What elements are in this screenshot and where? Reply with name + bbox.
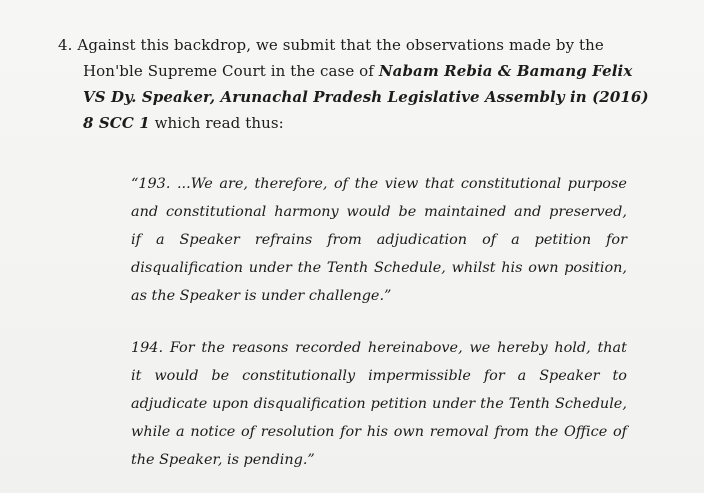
paragraph-line-1 [58, 32, 658, 58]
paragraph-line-4 [58, 110, 658, 136]
citation: 8 SCC 1 [83, 114, 150, 132]
quote-193-line: disqualification under the Tenth Schedule, whilst his own position, [131, 260, 627, 276]
paragraph-4 [58, 32, 658, 136]
quote-193-line: and constitutional harmony would be maintained and preserved, [131, 204, 627, 220]
paragraph-text-4: which read thus: [149, 114, 284, 132]
quote-194-line: it would be constitutionally impermissible for a Speaker to [131, 368, 627, 384]
quote-194-line: 194. For the reasons recorded hereinabove, we hereby hold, that [131, 340, 627, 356]
paragraph-line-2 [58, 58, 658, 84]
paragraph-line-3 [58, 84, 658, 110]
paragraph-text-1: Against this backdrop, we submit that the observations made by the [77, 36, 604, 54]
paragraph-text-2: Hon'ble Supreme Court in the case of [83, 62, 379, 80]
case-name-part-2: VS Dy. Speaker, Arunachal Pradesh Legislative Assembly in (2016) [83, 88, 649, 106]
quote-193-line: if a Speaker refrains from adjudication of a petition for [131, 232, 627, 248]
quote-193-line: as the Speaker is under challenge.” [131, 288, 392, 304]
quote-193-line: “193. ...We are, therefore, of the view that constitutional purpose [131, 176, 627, 192]
quote-para-193 [131, 170, 627, 310]
quote-194-line: the Speaker, is pending.” [131, 452, 315, 468]
quote-para-194 [131, 334, 627, 474]
case-name-part-1: Nabam Rebia & Bamang Felix [378, 62, 633, 80]
quote-194-line: adjudicate upon disqualification petition under the Tenth Schedule, [131, 396, 627, 412]
quote-194-line: while a notice of resolution for his own removal from the Office of [131, 424, 627, 440]
paragraph-number: 4. [58, 36, 73, 54]
